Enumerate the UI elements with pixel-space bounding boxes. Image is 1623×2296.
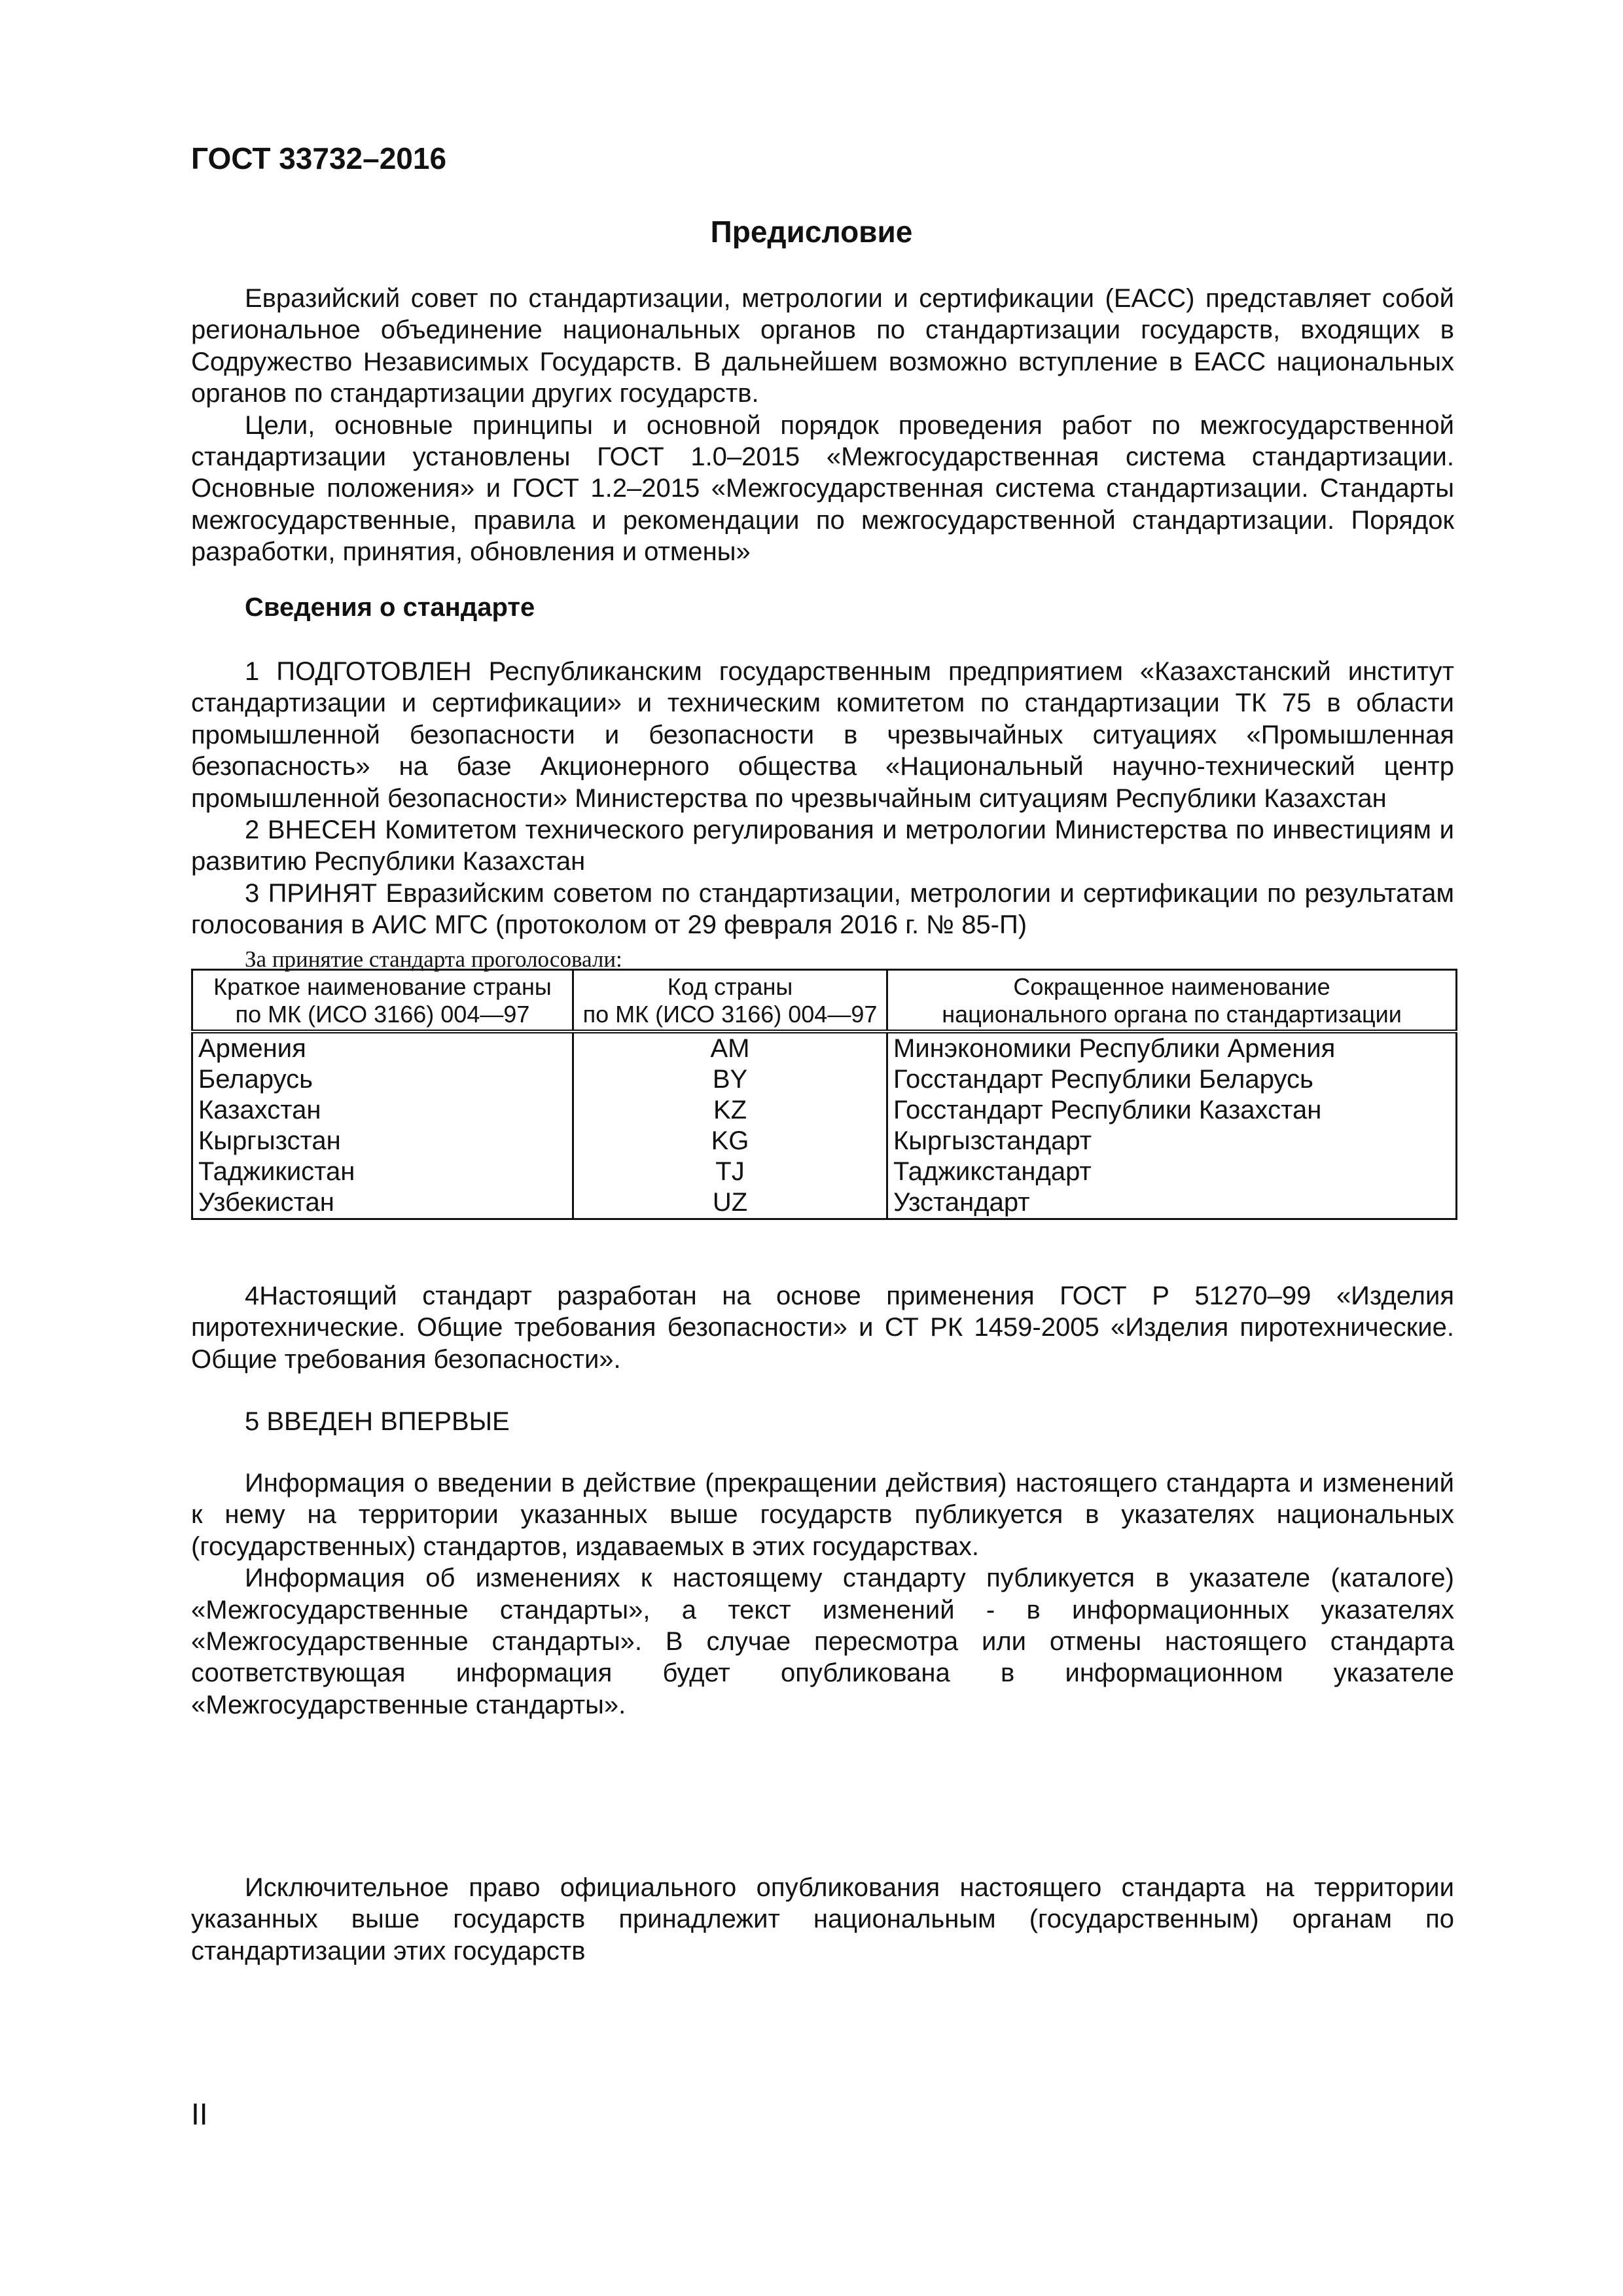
cell-body: Таджикстандарт [887,1157,1457,1187]
preface-title: Предисловие [710,215,913,249]
header-country-code-line2: по МК (ИСО 3166) 004—97 [582,1001,878,1028]
cell-body: Минэкономики Республики Армения [887,1031,1457,1064]
table-row [192,1095,1457,1126]
cell-code: KZ [573,1095,887,1126]
vote-caption: За принятие стандарта проголосовали: [245,946,622,972]
table-row [192,1031,1457,1064]
preface-text [191,283,1454,568]
header-country-name-line1: Краткое наименование страны [213,973,552,1000]
item-prepared: 1 ПОДГОТОВЛЕН Республиканским государственным предприятием «Казахстанский институт стандартизации и сертификации» и техническим комитетом по стандартизации ТК 75 в области промышленной безопасности и безопасности в чрезвычайных ситуациях «Промышленная безопасность» на базе Акционерного общества «Национальный научно-технический центр промышленной безопасности» Министерства по чрезвычайным ситуациям Республики Казахстан [191,657,1454,813]
item-first-introduced: 5 ВВЕДЕН ВПЕРВЫЕ [245,1407,510,1436]
item-introduced: 2 ВНЕСЕН Комитетом технического регулирования и метрологии Министерства по инвестициям и развитию Республики Казахстан [191,816,1454,876]
cell-country: Казахстан [192,1095,573,1126]
preface-paragraph-1: Евразийский совет по стандартизации, метрологии и сертификации (ЕАСС) представляет собой региональное объединение национальных органов по стандартизации государств, входящих в Содружество Независимых Государств. В дальнейшем возможно вступление в ЕАСС национальных органов по стандартизации других государств. [191,284,1454,408]
cell-body: Узстандарт [887,1187,1457,1219]
cell-country: Беларусь [192,1064,573,1095]
cell-code: TJ [573,1157,887,1187]
vote-table [191,969,1457,1220]
item-basis-text: 4Настоящий стандарт разработан на основе применения ГОСТ Р 51270–99 «Изделия пиротехнические. Общие требования безопасности» и СТ РК 1459-2005 «Изделия пиротехнические. Общие требования безопасности». [191,1282,1454,1374]
cell-body: Кыргызстандарт [887,1126,1457,1157]
page-number: II [191,2097,208,2131]
cell-code: KG [573,1126,887,1157]
vote-table-header-row [192,970,1457,1032]
header-country-name [192,970,573,1032]
cell-body: Госстандарт Республики Беларусь [887,1064,1457,1095]
header-country-code [573,970,887,1032]
table-row [192,1157,1457,1187]
cell-code: UZ [573,1187,887,1219]
rights-notice-text: Исключительное право официального опубликования настоящего стандарта на территории указанных выше государств принадлежит национальным (государственным) органам по стандартизации этих государств [191,1873,1454,1965]
cell-code: BY [573,1064,887,1095]
publication-info-paragraph-1: Информация о введении в действие (прекращении действия) настоящего стандарта и изменений к нему на территории указанных выше государств публикуется в указателях национальных (государственных) стандартов, издаваемых в этих государствах. [191,1469,1454,1561]
standard-info-heading: Сведения о стандарте [245,593,535,622]
item-basis [191,1280,1454,1375]
item-adopted: 3 ПРИНЯТ Евразийским советом по стандартизации, метрологии и сертификации по результатам голосования в АИС МГС (протоколом от 29 февраля 2016 г. № 85-П) [191,878,1454,940]
preface-paragraph-2: Цели, основные принципы и основной порядок проведения работ по межгосударственной стандартизации установлены ГОСТ 1.0–2015 «Межгосударственная система стандартизации. Основные положения» и ГОСТ 1.2–2015 «Межгосударственная система стандартизации. Стандарты межгосударственные, правила и рекомендации по межгосударственной стандартизации. Порядок разработки, принятия, обновления и отмены» [191,410,1454,567]
cell-country: Кыргызстан [192,1126,573,1157]
table-row [192,1126,1457,1157]
document-code: ГОСТ 33732–2016 [191,141,447,175]
cell-body: Госстандарт Республики Казахстан [887,1095,1457,1126]
cell-code: AM [573,1031,887,1064]
header-standards-body [887,970,1457,1032]
header-standards-body-line1: Сокращенное наименование [1013,973,1330,1000]
table-row [192,1187,1457,1219]
table-row [192,1064,1457,1095]
header-standards-body-line2: национального органа по стандартизации [942,1001,1402,1028]
header-country-name-line2: по МК (ИСО 3166) 004—97 [235,1001,530,1028]
cell-country: Таджикистан [192,1157,573,1187]
standard-info-items [191,656,1454,941]
cell-country: Армения [192,1031,573,1064]
cell-country: Узбекистан [192,1187,573,1219]
rights-notice [191,1872,1454,1967]
publication-info [191,1467,1454,1721]
publication-info-paragraph-2: Информация об изменениях к настоящему стандарту публикуется в указателе (каталоге) «Межгосударственные стандарты», а текст изменений - в информационных указателях «Межгосударственные стандарты». В случае пересмотра или отмены настоящего стандарта соответствующая информация будет опубликована в информационном указателе «Межгосударственные стандарты». [191,1564,1454,1719]
header-country-code-line1: Код страны [667,973,793,1000]
